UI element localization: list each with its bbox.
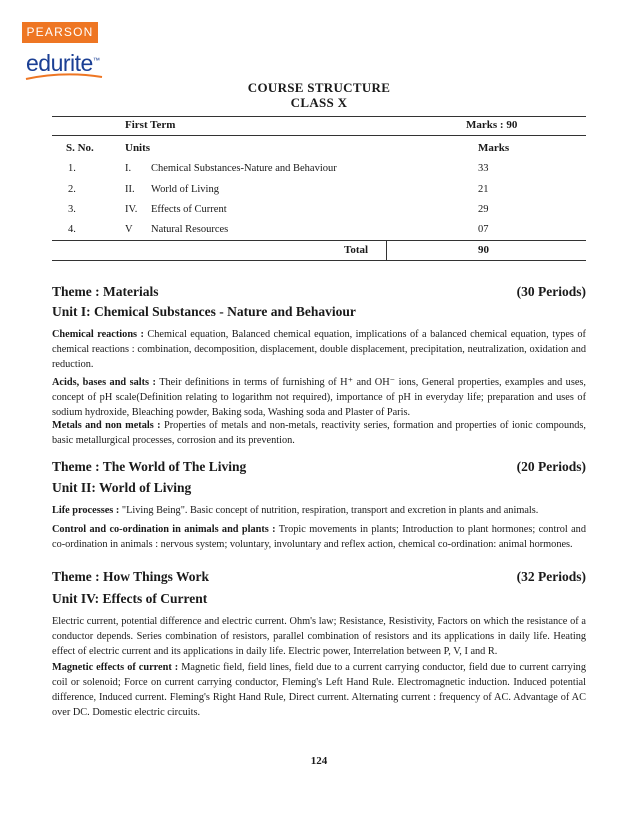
row-unit-name: Chemical Substances-Nature and Behaviour [151,163,337,174]
paragraph-label: Metals and non metals : [52,420,161,431]
theme-periods: (20 Periods) [516,459,586,474]
table-marks-total: Marks : 90 [466,119,518,131]
row-marks: 29 [478,204,489,215]
paragraph-label: Life processes : [52,505,120,516]
header-marks: Marks [478,142,510,154]
edurite-wordmark: edurite [26,50,93,76]
theme-heading [52,284,586,300]
table-total-rule [52,240,586,241]
row-marks: 33 [478,163,489,174]
row-unit-name: Natural Resources [151,224,229,235]
row-roman: II. [125,184,135,195]
paragraph-label: Magnetic effects of current : [52,662,179,673]
row-sno: 3. [68,204,76,215]
paragraph-text: Tropic movements in plants; Introduction to plant hormones; control and co-ordination in animals : nervous system; voluntary, involuntary and reflex action, chemical co-ordination: animal hormones. [52,524,586,550]
row-unit-name: Effects of Current [151,204,227,215]
row-marks: 21 [478,184,489,195]
theme-title: Theme : How Things Work [52,569,210,584]
total-label: Total [344,244,369,256]
row-roman: V [125,224,133,235]
content-paragraph [52,327,586,372]
content-paragraph [52,503,586,518]
row-sno: 1. [68,163,76,174]
paragraph-text: "Living Being". Basic concept of nutrition, respiration, transport and excretion in plants and animals. [119,505,539,516]
trademark-mark: ™ [92,57,100,65]
page-title: COURSE STRUCTURE [247,80,391,95]
theme-title: Theme : Materials [52,284,159,299]
unit-heading: Unit IV: Effects of Current [52,591,208,606]
row-unit-name: World of Living [151,184,219,195]
content-paragraph [52,660,586,720]
table-bottom-rule [52,260,586,261]
paragraph-text: Chemical equation, Balanced chemical equation, implications of a balanced chemical equation, types of chemical reactions : combination, decomposition, displacement, double displacement, precipitation, neutralization, oxidation and reduction. [52,329,586,370]
unit-heading: Unit II: World of Living [52,480,192,495]
theme-heading [52,569,586,585]
paragraph-text: Electric current, potential difference and electric current. Ohm's law; Resistance, Resistivity, Factors on which the resistance of a conductor depends. Series combination of resistors, parallel combination of resistors and its applications in daily life. Heating effect of electric current and its applications in daily life. Electric power, Interrelation between P, V, I and R. [52,616,586,657]
theme-title: Theme : The World of The Living [52,459,247,474]
paragraph-text: Properties of metals and non-metals, reactivity series, formation and properties of ionic compounds, basic metallurgical processes, corrosion and its prevention. [52,420,586,446]
page-number: 124 [310,755,328,767]
header-sno: S. No. [66,142,94,154]
content-paragraph [52,614,586,659]
table-top-rule [52,116,586,117]
paragraph-label: Acids, bases and salts : [52,377,156,388]
content-paragraph [52,522,586,552]
row-sno: 2. [68,184,76,195]
paragraph-text: Their definitions in terms of furnishing of H⁺ and OH⁻ ions, General properties, examples and uses, concept of pH scale(Definition relating to logarithm not required), importance of pH in everyday life; preparation and uses of sodium hydroxide, Bleaching powder, Baking soda, Washing soda and Plaster of Paris. [52,377,586,418]
content-paragraph [52,375,586,420]
paragraph-text: Magnetic field, field lines, field due to a current carrying conductor, field due to current carrying coil or solenoid; Force on current carrying conductor, Fleming's Left Hand Rule. Electromagnetic induction. Induced potential difference, Induced current. Fleming's Right Hand Rule, Direct current. Alternating current : frequency of AC. Advantage of AC over DC. Domestic electric circuits. [52,662,586,718]
theme-periods: (30 Periods) [516,284,586,299]
unit-heading: Unit I: Chemical Substances - Nature and Behaviour [52,304,356,319]
pearson-logo: PEARSON [22,22,98,43]
paragraph-label: Control and co-ordination in animals and plants : [52,524,276,535]
theme-heading [52,459,586,475]
row-sno: 4. [68,224,76,235]
total-divider [386,240,387,260]
total-value: 90 [478,244,489,256]
row-roman: I. [125,163,132,174]
row-marks: 07 [478,224,489,235]
page-subtitle: CLASS X [290,95,348,110]
table-term-label: First Term [125,119,176,131]
table-header-rule [52,135,586,136]
header-units: Units [125,142,151,154]
paragraph-label: Chemical reactions : [52,329,144,340]
theme-periods: (32 Periods) [516,569,586,584]
row-roman: IV. [125,204,138,215]
content-paragraph [52,418,586,448]
